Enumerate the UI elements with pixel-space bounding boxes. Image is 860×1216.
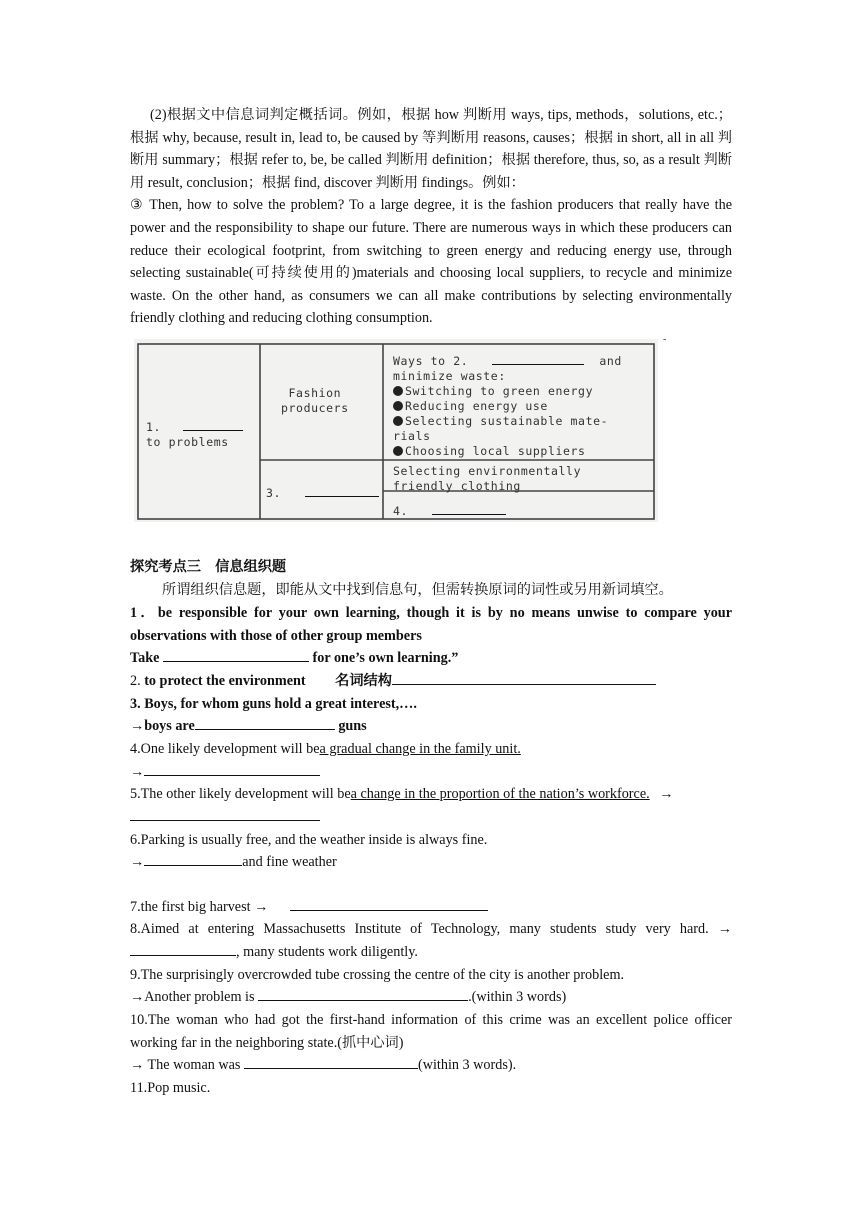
item-9-rewrite [130,986,566,1009]
arrow-icon: → [659,786,674,802]
cell-4 [393,500,506,519]
blank-item-7 [290,896,488,911]
producers-label: producers [281,401,349,415]
intro-paragraph-1: (2)根据文中信息词判定概括词。例如，根据 how 判断用 ways, tips, methods，solutions, etc.；根据 why, because, result in, lead to, be caused by 等判断用 reasons, causes；根据 in short, all in all 判断用 summary；根据 refer to, be, be called 判断用 definition；根据 therefore, thus, so, as a result 判断用 result, conclusion；根据 find, discover 判断用 findings。例如： [130,107,732,191]
item-1-pre: Take [130,650,160,667]
bullet-icon [393,446,403,456]
select-line-1: Selecting environmentally [393,464,582,478]
item-7-text: 7.the first big harvest → [130,899,269,915]
cell-4-number: 4. [393,504,409,518]
intro-block [130,104,732,330]
item-4-rewrite [130,761,320,784]
ways-and: and [599,354,622,368]
blank-item-6 [144,851,242,866]
item-8-post: , many students work diligently. [236,943,418,960]
item-8 [130,918,732,963]
intro-paragraph-2: ③ Then, how to solve the problem? To a large degree, it is the fashion producers that really have the power and the responsibility to shape our future. There are numerous ways in which these producers can reduce their ecological footprint, from switching to green energy and reducing energy use, through selecting sustainable(可持续使用的)materials and choosing local suppliers, to recycle and minimize waste. On the other hand, as consumers we can all make contributions by selecting environmentally friendly clothing and reducing clothing consumption. [130,197,732,327]
item-3-rewrite [130,715,367,738]
fashion-diagram [134,339,658,522]
blank-item-1 [163,647,309,662]
item-9-post: .(within 3 words) [468,989,567,1005]
item-5-rewrite [130,806,320,829]
item-6-post: and fine weather [242,854,337,870]
item-2-text: to protect the environment [144,673,306,689]
item-1-rewrite [130,647,732,670]
bullet-item-3: Selecting sustainable mate- [405,414,609,428]
item-5-pre: 5.The other likely development will be [130,786,351,802]
cell-1-text: to problems [146,435,229,449]
item-2-number: 2. [130,673,141,689]
blank-1 [183,416,243,431]
item-8-rewrite [130,941,732,964]
bullet-item-4: Choosing local suppliers [405,444,586,458]
item-2-label: 名词结构 [335,673,392,689]
item-10-post: (within 3 words). [418,1057,517,1073]
fashion-label: Fashion [288,386,342,400]
ways-text: Ways to 2. [393,354,469,368]
bullet-icon [393,401,403,411]
section-description: 所谓组织信息题，即能从文中找到信息句，但需转换原词的词性或另用新词填空。 [162,582,673,598]
cell-3 [266,482,379,501]
blank-item-9 [258,986,468,1001]
item-6-rewrite [130,851,337,874]
blank-4 [432,500,506,515]
item-5-sentence [130,783,673,806]
arrow-icon: → [130,854,145,870]
bullet-icon [393,416,403,426]
item-9-sentence: 9.The surprisingly overcrowded tube crossing the centre of the city is another problem. [130,967,625,983]
blank-item-4 [144,761,320,776]
blank-item-2 [392,670,656,685]
item-3-sentence: 3. Boys, for whom guns hold a great interest,…. [130,696,417,712]
item-1 [130,602,732,670]
item-7 [130,896,488,919]
bullet-item-2: Reducing energy use [405,399,548,413]
item-1-post: for one’s own learning.” [312,650,459,667]
item-3-post: guns [338,718,367,734]
item-3-pre: →boys are [130,718,195,734]
section-heading: 探究考点三 信息组织题 [130,559,287,575]
blank-3 [305,482,379,497]
cell-select [393,464,581,494]
item-6-sentence: 6.Parking is usually free, and the weather inside is always fine. [130,832,488,848]
cell-fashion [281,386,349,416]
blank-2 [492,350,584,365]
item-2 [130,670,656,693]
bullet-item-1: Switching to green energy [405,384,594,398]
bullet-icon [393,386,403,396]
cell-1 [146,416,243,450]
item-4-underlined: a gradual change in the family unit. [319,741,521,757]
arrow-icon: → [130,764,145,780]
item-5-underlined: a change in the proportion of the nation’s workforce. [350,786,650,802]
item-1-sentence: 1．be responsible for your own learning, though it is by no means unwise to compare your observations with those of other group members [130,605,732,644]
blank-item-3 [195,715,335,730]
ways-minimize: minimize waste: [393,369,506,383]
item-10-pre: → The woman was [130,1057,241,1073]
cell-ways [393,350,622,459]
item-4-pre: 4.One likely development will be [130,741,320,757]
blank-item-8 [130,941,236,956]
item-11: 11.Pop music. [130,1080,211,1096]
cell-1-number: 1. [146,420,162,434]
item-10-rewrite [130,1054,516,1077]
item-8-sentence: 8.Aimed at entering Massachusetts Institute of Technology, many students study very hard. → [130,921,732,937]
item-10 [130,1009,732,1054]
stray-mark: - [663,334,667,345]
select-line-2: friendly clothing [393,479,521,493]
item-9-pre: →Another problem is [130,989,255,1005]
blank-item-5 [130,806,320,821]
blank-item-10 [244,1054,418,1069]
item-4-sentence [130,738,527,761]
cell-3-number: 3. [266,486,282,500]
bullet-item-3-cont: rials [393,429,431,443]
item-10-sentence: 10.The woman who had got the first-hand information of this crime was an excellent police officer working far in the neighboring state.(抓中心词) [130,1012,732,1051]
